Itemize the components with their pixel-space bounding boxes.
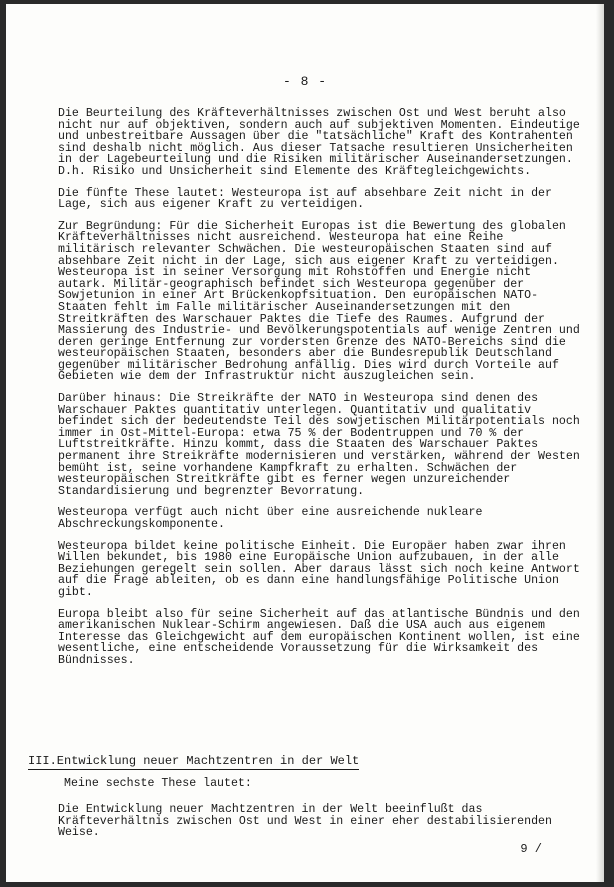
paragraph-nuclear: Westeuropa verfügt auch nicht über eine ausreichende nukleare Abschreckungskomponente. bbox=[58, 506, 483, 531]
document-body bbox=[28, 107, 586, 840]
paragraph-atlantic-alliance: Europa bleibt also für seine Sicherheit auf das atlantische Bündnis und den amerikanischen Nuklear-Schirm angewiesen. Daß die USA auch aus eigenem Interesse das Gleichgewicht auf dem europäischen Kontinent wollen, ist eine wesentliche, eine entscheidende Voraussetzung für die Wirksamkeit des Bündnisses. bbox=[58, 607, 580, 667]
paragraph-assessment: Die Beurteilung des Kräfteverhältnisses zwischen Ost und West beruht also nicht nur auf objektiven, sondern auch auf subjektiven Momenten. Eindeutige und unbestreitbare Aussagen über die "tatsächliche" Kraft des Kontrahenten sind deshalb nicht möglich. Aus dieser Tatsache resultieren Unsicherheiten in der Lagebeurteilung und die Risiken militärischer Auseinandersetzungen. D.h. Risiko und Unsicherheit sind Elemente des Kräftegleichgewichts. bbox=[58, 107, 580, 178]
paragraph-nato-forces: Darüber hinaus: Die Streikräfte der NATO in Westeuropa sind denen des Warschauer Paktes quantitativ unterlegen. Quantitativ und qualitativ befindet sich der bedeutendste Teil des sowjetischen Militärpotentials noch immer in Ost-Mittel-Europa: etwa 75 % der Bodentruppen und 70 % der Luftstreitkräfte. Hinzu kommt, dass die Staaten des Warschauer Paktes permanent ihre Streikräfte modernisieren und verstärken, während der Westen bemüht ist, seine vorhandene Kampfkraft zu erhalten. Schwächen der westeuropäischen Streitkräfte gibt es ferner wegen unzureichender Standardisierung und begrenzter Bevorratung. bbox=[58, 392, 580, 498]
document-page bbox=[6, 4, 604, 882]
paragraph-new-power-centers: Die Entwicklung neuer Machtzentren in der Welt beeinflußt das Kräfteverhältnis zwischen Ost und West in einer eher destabilisierenden Weise. bbox=[58, 803, 552, 840]
paragraph-political-unity: Westeuropa bildet keine politische Einheit. Die Europäer haben zwar ihren Willen bekundet, bis 1980 eine Europäische Union aufzubauen, in der alle Beziehungen geregelt sein sollen. Aber daraus lässt sich noch keine Antwort auf die Frage ableiten, ob es dann eine handlungsfähige Politische Union gibt. bbox=[58, 539, 580, 599]
paragraph-fifth-thesis: Die fünfte These lautet: Westeuropa ist auf absehbare Zeit nicht in der Lage, sich aus eigener Kraft zu verteidigen. bbox=[58, 186, 552, 212]
scan-edge bbox=[596, 4, 604, 882]
paragraph-sixth-thesis-intro: Meine sechste These lautet: bbox=[64, 777, 252, 790]
page-number: - 8 - bbox=[282, 74, 327, 89]
section-heading: III.Entwicklung neuer Machtzentren in der Welt bbox=[28, 754, 360, 768]
next-page-reference: 9 / bbox=[520, 842, 542, 856]
paragraph-justification: Zur Begründung: Für die Sicherheit Europas ist die Bewertung des globalen Kräfteverhältnisses nicht ausreichend. Westeuropa hat eine Reihe militärisch relevanter Schwächen. Die westeuropäischen Staaten sind auf absehbare Zeit nicht in der Lage, sich aus eigener Kraft zu verteidigen. Westeuropa ist in seiner Versorgung mit Rohstoffen und Energie nicht autark. Militär-geographisch befindet sich Westeuropa gegenüber der Sowjetunion in einer Art Brückenkopfsituation. Den europäischen NATO-Staaten fehlt im Falle militärischer Auseinandersetzungen mit den Streitkräften des Warschauer Paktes die Tiefe des Raumes. Aufgrund der Massierung des Industrie- und Bevölkerungspotentials auf wenige Zentren und deren geringe Entfernung zur vordersten Grenze des NATO-Bereichs sind die westeuropäischen Staaten, besonders aber die Bundesrepublik Deutschland gegenüber militärischer Bedrohung anfällig. Dies wird durch Vorteile auf Gebieten wie dem der Infrastruktur nicht auszugleichen sein. bbox=[58, 219, 580, 384]
